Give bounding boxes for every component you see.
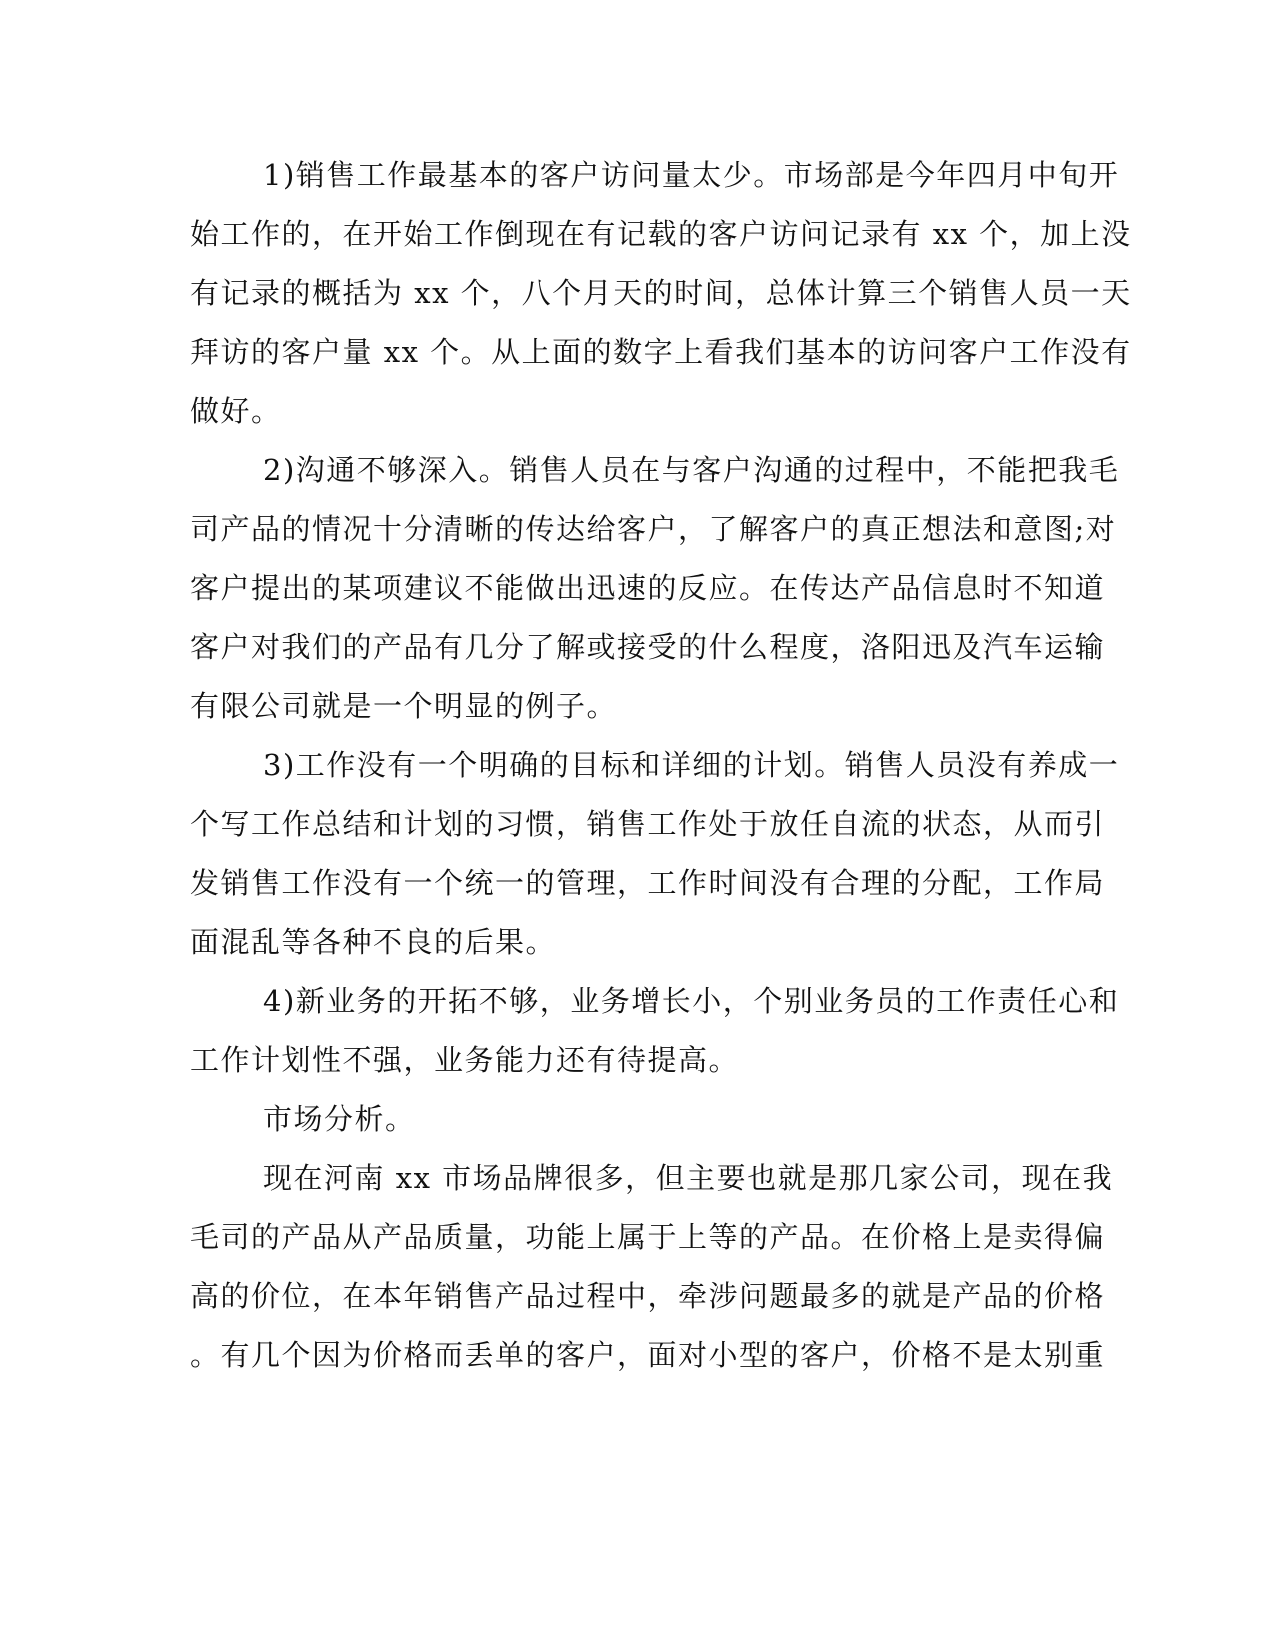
paragraph-3-line-4: 面混乱等各种不良的后果。	[190, 925, 557, 959]
paragraph-4-line-1: 4)新业务的开拓不够，业务增长小，个别业务员的工作责任心和	[263, 984, 1120, 1018]
paragraph-1-line-3: 有记录的概括为 xx 个，八个月天的时间，总体计算三个销售人员一天	[190, 276, 1132, 310]
paragraph-2-line-4: 客户对我们的产品有几分了解或接受的什么程度，洛阳迅及汽车运输	[190, 630, 1106, 664]
paragraph-1-line-2: 始工作的，在开始工作倒现在有记载的客户访问记录有 xx 个，加上没	[190, 217, 1132, 251]
paragraph-3-line-1: 3)工作没有一个明确的目标和详细的计划。销售人员没有养成一	[263, 748, 1120, 782]
paragraph-3-line-2: 个写工作总结和计划的习惯，销售工作处于放任自流的状态，从而引	[190, 807, 1106, 841]
paragraph-1-line-5: 做好。	[190, 394, 282, 428]
paragraph-5-line-2: 毛司的产品从产品质量，功能上属于上等的产品。在价格上是卖得偏	[190, 1220, 1106, 1254]
paragraph-1-line-4: 拜访的客户量 xx 个。从上面的数字上看我们基本的访问客户工作没有	[190, 335, 1132, 369]
paragraph-3-line-3: 发销售工作没有一个统一的管理，工作时间没有合理的分配，工作局	[190, 866, 1106, 900]
paragraph-5-line-4: 。有几个因为价格而丢单的客户，面对小型的客户，价格不是太别重	[190, 1338, 1106, 1372]
paragraph-2-line-5: 有限公司就是一个明显的例子。	[190, 689, 618, 723]
paragraph-2-line-2: 司产品的情况十分清晰的传达给客户，了解客户的真正想法和意图;对	[190, 512, 1117, 546]
paragraph-4-line-2: 工作计划性不强，业务能力还有待提高。	[190, 1043, 740, 1077]
paragraph-1-line-1: 1)销售工作最基本的客户访问量太少。市场部是今年四月中旬开	[263, 158, 1120, 192]
paragraph-2-line-3: 客户提出的某项建议不能做出迅速的反应。在传达产品信息时不知道	[190, 571, 1106, 605]
section-heading-market-analysis: 市场分析。	[263, 1102, 416, 1136]
paragraph-2-line-1: 2)沟通不够深入。销售人员在与客户沟通的过程中，不能把我毛	[263, 453, 1120, 487]
paragraph-5-line-3: 高的价位，在本年销售产品过程中，牵涉问题最多的就是产品的价格	[190, 1279, 1106, 1313]
paragraph-5-line-1: 现在河南 xx 市场品牌很多，但主要也就是那几家公司，现在我	[263, 1161, 1114, 1195]
